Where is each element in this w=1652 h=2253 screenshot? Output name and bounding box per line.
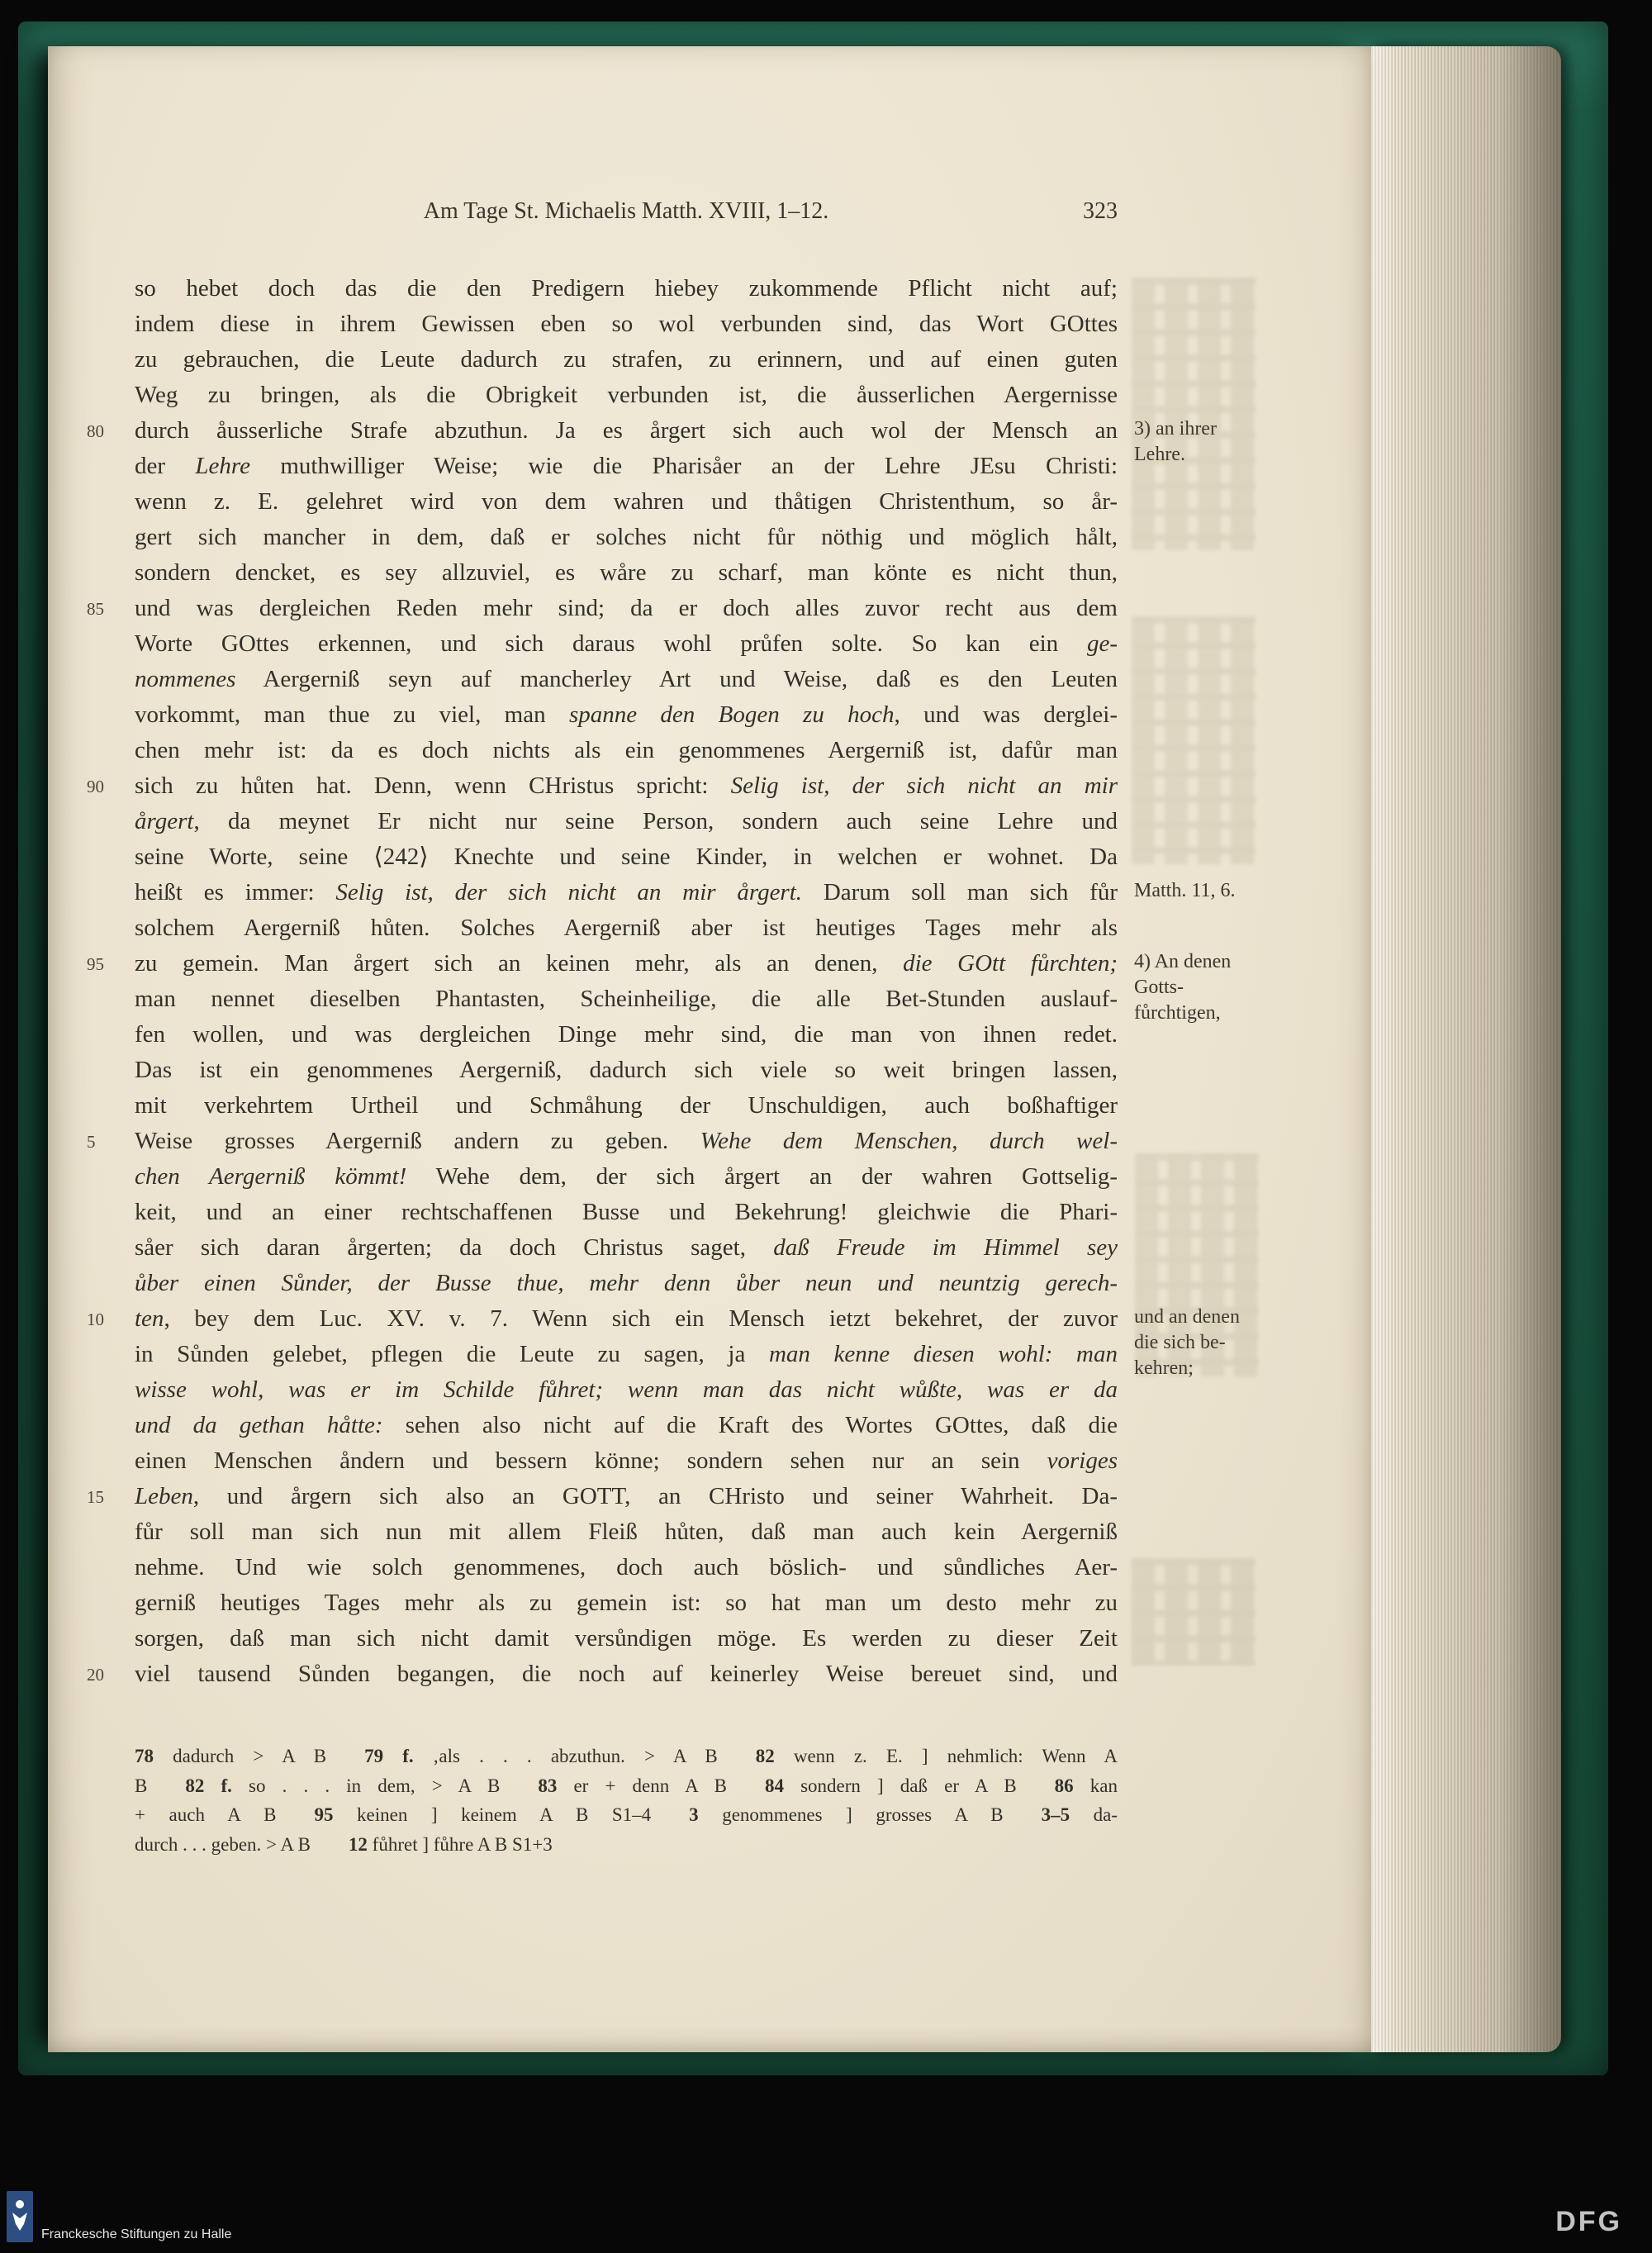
margin-note (1134, 949, 1231, 1026)
body-text: viel tausend Sůnden begangen, die noch auf keinerley Weise bereuet sind, und (135, 1661, 1118, 1687)
text-line (135, 1408, 1118, 1443)
emphasized-text: Wehe dem Menschen, durch wel- (700, 1128, 1118, 1154)
line-number: 5 (87, 1132, 96, 1152)
body-text: Aergerniß seyn auf mancherley Art und Weise, daß es den Leuten (235, 666, 1118, 692)
emphasized-text: Lehre (195, 453, 250, 479)
emphasized-text: wisse wohl, was er im Schilde fůhret; wenn man das nicht wůßte, was er da (135, 1376, 1118, 1403)
apparatus-text: da- (1070, 1804, 1118, 1825)
text-line (135, 733, 1118, 768)
body-text: wenn z. E. gelehret wird von dem wahren und thåtigen Christenthum, so år- (135, 488, 1118, 515)
text-line (135, 910, 1118, 946)
line-number: 85 (87, 599, 104, 619)
margin-note-line: und an denen (1134, 1306, 1240, 1328)
text-line (135, 1159, 1118, 1195)
line-number: 95 (87, 954, 104, 974)
emphasized-text: spanne den Bogen zu hoch (568, 701, 895, 728)
body-text: durch åusserliche Strafe abzuthun. Ja es årgert sich auch wol der Mensch an (135, 417, 1118, 444)
text-line (135, 307, 1118, 342)
text-line (135, 875, 1118, 910)
body-text: fůr soll man sich nun mit allem Fleiß hůten, daß man auch kein Aergerniß (135, 1519, 1118, 1545)
text-line (87, 413, 1118, 449)
apparatus-text: dadurch > A B (154, 1746, 365, 1766)
body-text: Weise grosses Aergerniß andern zu geben. (135, 1128, 700, 1154)
apparatus-lemma-number: 78 (135, 1746, 154, 1766)
margin-note-line: Matth. 11, 6. (1134, 880, 1236, 901)
body-text: indem diese in ihrem Gewissen eben so wol verbunden sind, das Wort GOttes (135, 311, 1118, 337)
emphasized-text: ge- (1086, 630, 1118, 657)
provider-label: Franckesche Stiftungen zu Halle (41, 2227, 232, 2241)
text-line (87, 946, 1118, 982)
emblem-icon (11, 2198, 29, 2236)
margin-note-line: 4) An denen (1134, 951, 1232, 972)
line-number: 15 (87, 1487, 104, 1507)
body-text: heißt es immer: (135, 879, 336, 905)
bleedthrough-smudge (1132, 616, 1256, 864)
body-text: såer sich daran årgerten; da doch Christus saget, (135, 1234, 774, 1261)
apparatus-lemma-number: 79 f. (364, 1746, 414, 1766)
emphasized-text: man kenne diesen wohl: man (768, 1341, 1118, 1367)
apparatus-lemma-number: 12 (348, 1833, 368, 1855)
body-text: keit, und an einer rechtschaffenen Busse und Bekehrung! gleichwie die Phari- (135, 1199, 1118, 1225)
line-number: 90 (87, 777, 104, 796)
text-line (135, 662, 1118, 697)
body-text: zu gebrauchen, die Leute dadurch zu strafen, zu erinnern, und auf einen guten (135, 346, 1118, 373)
body-text: so hebet doch das die den Predigern hiebey zukommende Pflicht nicht auf; (135, 275, 1118, 302)
text-line (135, 1514, 1118, 1550)
line-number: 80 (87, 421, 104, 441)
apparatus-text: er + denn A B (557, 1775, 765, 1796)
body-text: , und was derglei- (894, 701, 1118, 728)
critical-apparatus (135, 1742, 1118, 1859)
margin-note-line: 3) an ihrer (1134, 418, 1217, 440)
text-line (135, 378, 1118, 413)
page-stack-edge (1370, 46, 1561, 2052)
apparatus-text: wenn z. E. ] nehmlich: Wenn A (774, 1746, 1118, 1766)
apparatus-lemma-number: 82 (755, 1746, 775, 1766)
body-text: , da meynet Er nicht nur seine Person, sondern auch seine Lehre und (193, 808, 1118, 834)
emphasized-text: und da gethan håtte: (135, 1412, 383, 1438)
text-line (135, 1372, 1118, 1408)
text-line (135, 1017, 1118, 1053)
franckesche-stiftungen-logo (7, 2191, 33, 2242)
margin-note (1134, 878, 1235, 904)
emphasized-text: Selig ist, der sich nicht an mir årgert. (335, 879, 803, 905)
apparatus-lemma-number: 95 (314, 1804, 334, 1825)
bleedthrough-smudge (1132, 278, 1256, 550)
margin-note-line: fůrchtigen, (1134, 1002, 1221, 1024)
text-line (135, 520, 1118, 555)
body-text: , und årgern sich also an GOTT, an CHristo und seiner Wahrheit. Da- (192, 1483, 1118, 1509)
text-line (135, 697, 1118, 733)
emphasized-text: voriges (1047, 1447, 1118, 1474)
text-line (135, 1585, 1118, 1621)
apparatus-line (135, 1742, 1118, 1771)
text-line (87, 1301, 1118, 1337)
body-text: zu gemein. Man årgert sich an keinen mehr, als an denen, (135, 950, 904, 977)
emphasized-text: årgert (135, 808, 194, 834)
text-line (135, 555, 1118, 591)
apparatus-text: + auch A B (135, 1804, 315, 1825)
apparatus-lemma-number: 3 (689, 1804, 699, 1825)
body-text: nehme. Und wie solch genommenes, doch auch böslich- und sůndliches Aer- (135, 1554, 1118, 1580)
body-text: und was dergleichen Reden mehr sind; da er doch alles zuvor recht aus dem (135, 595, 1118, 621)
page-number: 323 (1083, 198, 1118, 224)
text-line (135, 1195, 1118, 1230)
emphasized-text: Selig ist, der sich nicht an mir (730, 772, 1118, 799)
apparatus-text: kan (1073, 1775, 1118, 1796)
emphasized-text: nommenes (135, 666, 236, 692)
body-text: Wehe dem, der sich årgert an der wahren Gottselig- (406, 1163, 1118, 1190)
apparatus-text: keinen ] keinem A B S1–4 (333, 1804, 690, 1825)
text-line (135, 271, 1118, 307)
body-text: sorgen, daß man sich nicht damit versůndigen möge. Es werden zu dieser Zeit (135, 1625, 1118, 1652)
body-text: sehen also nicht auf die Kraft des Wortes GOttes, daß die (382, 1412, 1118, 1438)
apparatus-text: durch . . . geben. > A B (135, 1833, 349, 1855)
body-text: gerniß heutiges Tages mehr als zu gemein ist: so hat man um desto mehr zu (135, 1590, 1118, 1616)
emphasized-text: ůber einen Sůnder, der Busse thue, mehr denn ůber neun und neuntzig gerech- (135, 1270, 1118, 1296)
apparatus-lemma-number: 84 (764, 1775, 784, 1796)
text-line (87, 768, 1118, 804)
text-line (135, 1621, 1118, 1656)
text-line (87, 1479, 1118, 1514)
apparatus-text: sondern ] daß er A B (783, 1775, 1055, 1796)
apparatus-text: B (135, 1775, 186, 1796)
body-text: Weg zu bringen, als die Obrigkeit verbunden ist, die åusserlichen Aergernisse (135, 382, 1118, 408)
text-line (135, 1266, 1118, 1301)
emphasized-text: Leben (135, 1483, 193, 1509)
apparatus-lemma-number: 86 (1054, 1775, 1074, 1796)
text-line (135, 1550, 1118, 1585)
apparatus-text: genommenes ] grosses A B (698, 1804, 1042, 1825)
text-line (87, 1124, 1118, 1159)
book-page (48, 46, 1371, 2052)
emphasized-text: ten (135, 1305, 164, 1332)
text-line (87, 591, 1118, 626)
margin-note (1134, 1305, 1240, 1381)
body-text: der (135, 453, 196, 479)
margin-note-line: Gotts- (1134, 977, 1184, 998)
text-line (87, 1656, 1118, 1692)
body-text: fen wollen, und was dergleichen Dinge mehr sind, die man von ihnen redet. (135, 1021, 1118, 1048)
body-text: Worte GOttes erkennen, und sich daraus wohl průfen solte. So kan ein (135, 630, 1087, 657)
line-number: 10 (87, 1309, 104, 1329)
text-line (135, 839, 1118, 875)
body-text: seine Worte, seine ⟨242⟩ Knechte und seine Kinder, in welchen er wohnet. Da (135, 844, 1118, 870)
apparatus-line (135, 1771, 1118, 1801)
body-text: mit verkehrtem Urtheil und Schmåhung der Unschuldigen, auch boßhaftiger (135, 1092, 1118, 1119)
body-text: einen Menschen åndern und bessern könne; sondern sehen nur an sein (135, 1447, 1047, 1474)
body-text: sondern dencket, es sey allzuviel, es wåre zu scharf, man könte es nicht thun, (135, 559, 1118, 586)
apparatus-text: fůhret ] fůhre A B S1+3 (367, 1833, 553, 1855)
apparatus-text: ‚als . . . abzuthun. > A B (413, 1746, 756, 1766)
emphasized-text: die GOtt fůrchten; (903, 950, 1118, 977)
text-line (135, 1230, 1118, 1266)
margin-note-line: Lehre. (1134, 444, 1185, 465)
body-text: sich zu hůten hat. Denn, wenn CHristus spricht: (135, 772, 731, 799)
header-title: Am Tage St. Michaelis Matth. XVIII, 1–12. (423, 198, 829, 224)
apparatus-lemma-number: 83 (538, 1775, 558, 1796)
apparatus-lemma-number: 82 f. (185, 1775, 232, 1796)
text-line (135, 982, 1118, 1017)
body-text: Darum soll man sich fůr (802, 879, 1118, 905)
bleedthrough-smudge (1132, 1558, 1256, 1666)
text-line (135, 1088, 1118, 1124)
text-line (135, 342, 1118, 378)
apparatus-line (135, 1800, 1118, 1830)
text-line (135, 1337, 1118, 1372)
running-header (135, 198, 1118, 226)
line-number: 20 (87, 1665, 104, 1685)
body-text: gert sich mancher in dem, daß er solches nicht fůr nöthig und möglich hålt, (135, 524, 1118, 550)
body-text: chen mehr ist: da es doch nichts als ein genommenes Aergerniß ist, dafůr man (135, 737, 1118, 763)
body-text: solchem Aergerniß hůten. Solches Aergerniß aber ist heutiges Tages mehr als (135, 915, 1118, 941)
emphasized-text: chen Aergerniß kömmt! (135, 1163, 407, 1190)
margin-note (1134, 416, 1217, 468)
viewer-footer-bar (0, 2181, 1652, 2253)
body-text: in Sůnden gelebet, pflegen die Leute zu sagen, ja (135, 1341, 769, 1367)
apparatus-text: so . . . in dem, > A B (231, 1775, 539, 1796)
text-line (135, 804, 1118, 839)
margin-note-line: die sich be- (1134, 1332, 1226, 1353)
apparatus-line (135, 1830, 1118, 1860)
margin-note-line: kehren; (1134, 1357, 1194, 1379)
apparatus-lemma-number: 3–5 (1041, 1804, 1070, 1825)
body-text: Das ist ein genommenes Aergerniß, dadurch sich viele so weit bringen lassen, (135, 1057, 1118, 1083)
text-line (135, 449, 1118, 484)
body-text: man nennet dieselben Phantasten, Scheinheilige, die alle Bet-Stunden auslauf- (135, 986, 1118, 1012)
text-line (135, 1443, 1118, 1479)
body-text: , bey dem Luc. XV. v. 7. Wenn sich ein Mensch ietzt bekehret, der zuvor (164, 1305, 1118, 1332)
emphasized-text: daß Freude im Himmel sey (773, 1234, 1118, 1261)
body-text: muthwilliger Weise; wie die Pharisåer an der Lehre JEsu Christi: (249, 453, 1118, 479)
dfg-logo: DFG (1555, 2206, 1622, 2237)
main-text (87, 271, 1118, 1692)
text-line (135, 484, 1118, 520)
text-line (135, 626, 1118, 662)
text-line (135, 1053, 1118, 1088)
body-text: vorkommt, man thue zu viel, man (135, 701, 569, 728)
